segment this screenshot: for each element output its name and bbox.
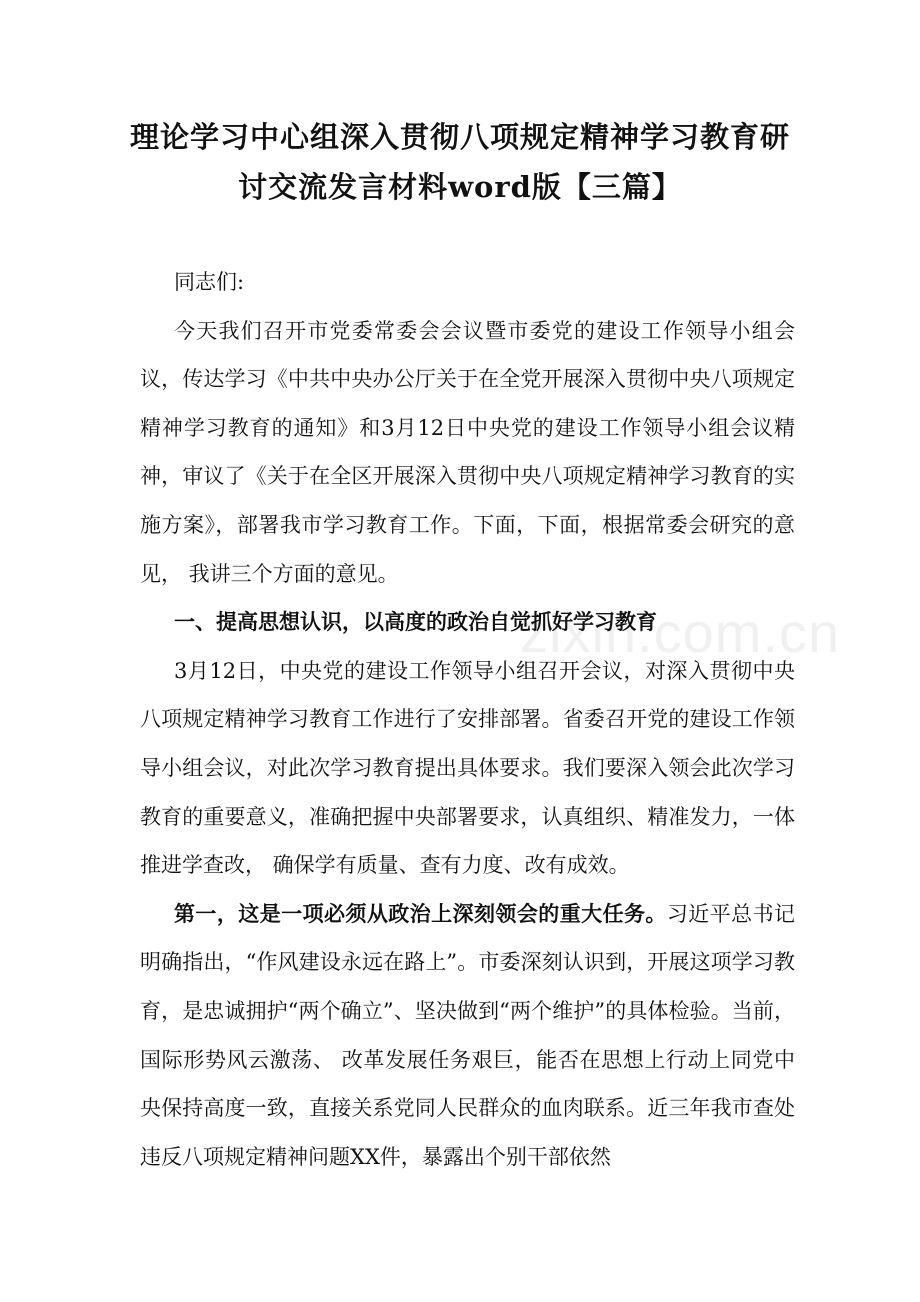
salutation: 同志们: [174,270,245,294]
paragraph-3-text: 习近平总书记明确指出，“作风建设永远在路上”。市委深刻认识到，开展这项学习教育，是忠诚拥护“两个确立”、坚决做到“两个维护”的具体检验。当前，国际形势风云激荡、 改革发展任务艰巨，能否在思想上行动上同党中央保持高度一致，直接关系党同人民群众的血肉联系。近三年我市查处违反八项规定精神问题XX件，暴露出个别干部依然 [140,901,796,1169]
document-title [100,112,820,212]
title-line-1: 理论学习中心组深入贯彻八项规定精神学习教育研 [129,120,790,154]
watermark: zixin.com.cn [520,601,841,664]
paragraph-3 [140,890,795,1182]
title-line-2: 讨交流发言材料word版【三篇】 [238,170,682,204]
paragraph-intro: 今天我们召开市党委常委会会议暨市委党的建设工作领导小组会议，传达学习《中共中央办公厅关于在全党开展深入贯彻中央八项规定精神学习教育的通知》和3月12日中央党的建设工作领导小组会议精神，审议了《关于在全区开展深入贯彻中央八项规定精神学习教育的实施方案》，部署我市学习教育工作。下面，下面，根据常委会研究的意见， 我讲三个方面的意见。 [140,318,795,586]
paragraph-2: 3月12日，中央党的建设工作领导小组召开会议，对深入贯彻中央八项规定精神学习教育工作进行了安排部署。省委召开党的建设工作领导小组会议，对此次学习教育提出具体要求。我们要深入领会此次学习教育的重要意义，准确把握中央部署要求，认真组织、精准发力，一体推进学查改， 确保学有质量、查有力度、改有成效。 [140,658,795,878]
document-body [140,258,795,1181]
paragraph-3-lead: 第一，这是一项必须从政治上深刻领会的重大任务。 [174,900,667,926]
section-heading-1: 一、提高思想认识，以高度的政治自觉抓好学习教育 [174,609,657,635]
